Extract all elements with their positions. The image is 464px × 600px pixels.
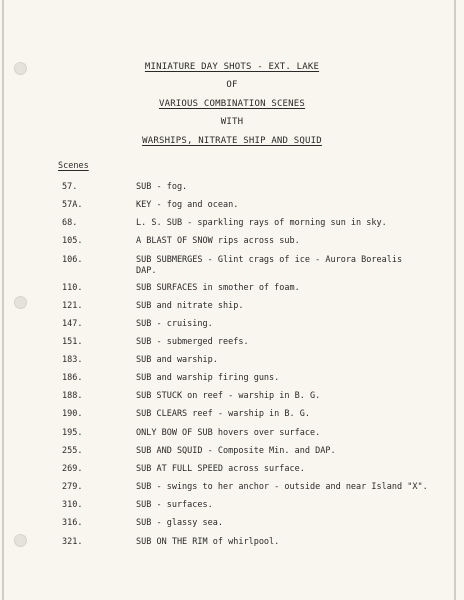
title-text-5: WARSHIPS, NITRATE SHIP AND SQUID [142, 136, 322, 146]
scene-description: SUB - surfaces. [136, 500, 213, 510]
scene-number: 186. [62, 373, 83, 383]
scene-description: SUB AT FULL SPEED across surface. [136, 464, 305, 474]
scene-description: SUB and warship. [136, 355, 218, 365]
scene-number: 68. [62, 218, 78, 228]
scene-description: A BLAST OF SNOW rips across sub. [136, 236, 300, 246]
title-text-2: OF [226, 80, 238, 90]
scene-description: ONLY BOW OF SUB hovers over surface. [136, 428, 321, 438]
scene-number: 147. [62, 319, 83, 329]
scene-number: 188. [62, 391, 83, 401]
title-line-2 [0, 80, 464, 90]
scene-description: SUB - swings to her anchor - outside and near Island "X". [136, 482, 428, 492]
title-text-4: WITH [220, 117, 244, 127]
scene-description: SUB - fog. [136, 182, 188, 192]
scene-number: 121. [62, 301, 83, 311]
title-text-1: MINIATURE DAY SHOTS - EXT. LAKE [144, 62, 320, 72]
scene-description: KEY - fog and ocean. [136, 200, 239, 210]
scene-description: SUB AND SQUID - Composite Min. and DAP. [136, 446, 336, 456]
scene-number: 151. [62, 337, 83, 347]
scene-description: SUB and warship firing guns. [136, 373, 280, 383]
scene-number: 57. [62, 182, 78, 192]
punch-hole-middle [14, 296, 27, 309]
scene-number: 110. [62, 283, 83, 293]
scene-number: 106. [62, 255, 83, 265]
scene-number: 269. [62, 464, 83, 474]
title-line-3 [0, 99, 464, 109]
title-line-5 [0, 136, 464, 146]
scene-number: 316. [62, 518, 83, 528]
scenes-heading: Scenes [58, 161, 89, 171]
scene-description: SUB - cruising. [136, 319, 213, 329]
scene-number: 195. [62, 428, 83, 438]
scene-number: 190. [62, 409, 83, 419]
scene-number: 279. [62, 482, 83, 492]
punch-hole-bottom [14, 534, 27, 547]
scene-description: SUB - glassy sea. [136, 518, 223, 528]
title-text-3: VARIOUS COMBINATION SCENES [158, 99, 306, 109]
scene-number: 255. [62, 446, 83, 456]
title-line-4 [0, 117, 464, 127]
scene-description: SUB ON THE RIM of whirlpool. [136, 537, 280, 547]
scene-description: SUB SUBMERGES - Glint crags of ice - Aurora Borealis DAP. [136, 255, 403, 276]
scene-number: 57A. [62, 200, 83, 210]
title-line-1 [0, 62, 464, 72]
scene-description: SUB STUCK on reef - warship in B. G. [136, 391, 321, 401]
scene-number: 183. [62, 355, 83, 365]
scene-description: SUB - submerged reefs. [136, 337, 249, 347]
scene-number: 310. [62, 500, 83, 510]
scene-description: SUB and nitrate ship. [136, 301, 244, 311]
scene-description: L. S. SUB - sparkling rays of morning sun in sky. [136, 218, 387, 228]
scene-description: SUB SURFACES in smother of foam. [136, 283, 300, 293]
page-left-edge [2, 0, 4, 600]
scene-description: SUB CLEARS reef - warship in B. G. [136, 409, 310, 419]
scene-number: 105. [62, 236, 83, 246]
scene-number: 321. [62, 537, 83, 547]
